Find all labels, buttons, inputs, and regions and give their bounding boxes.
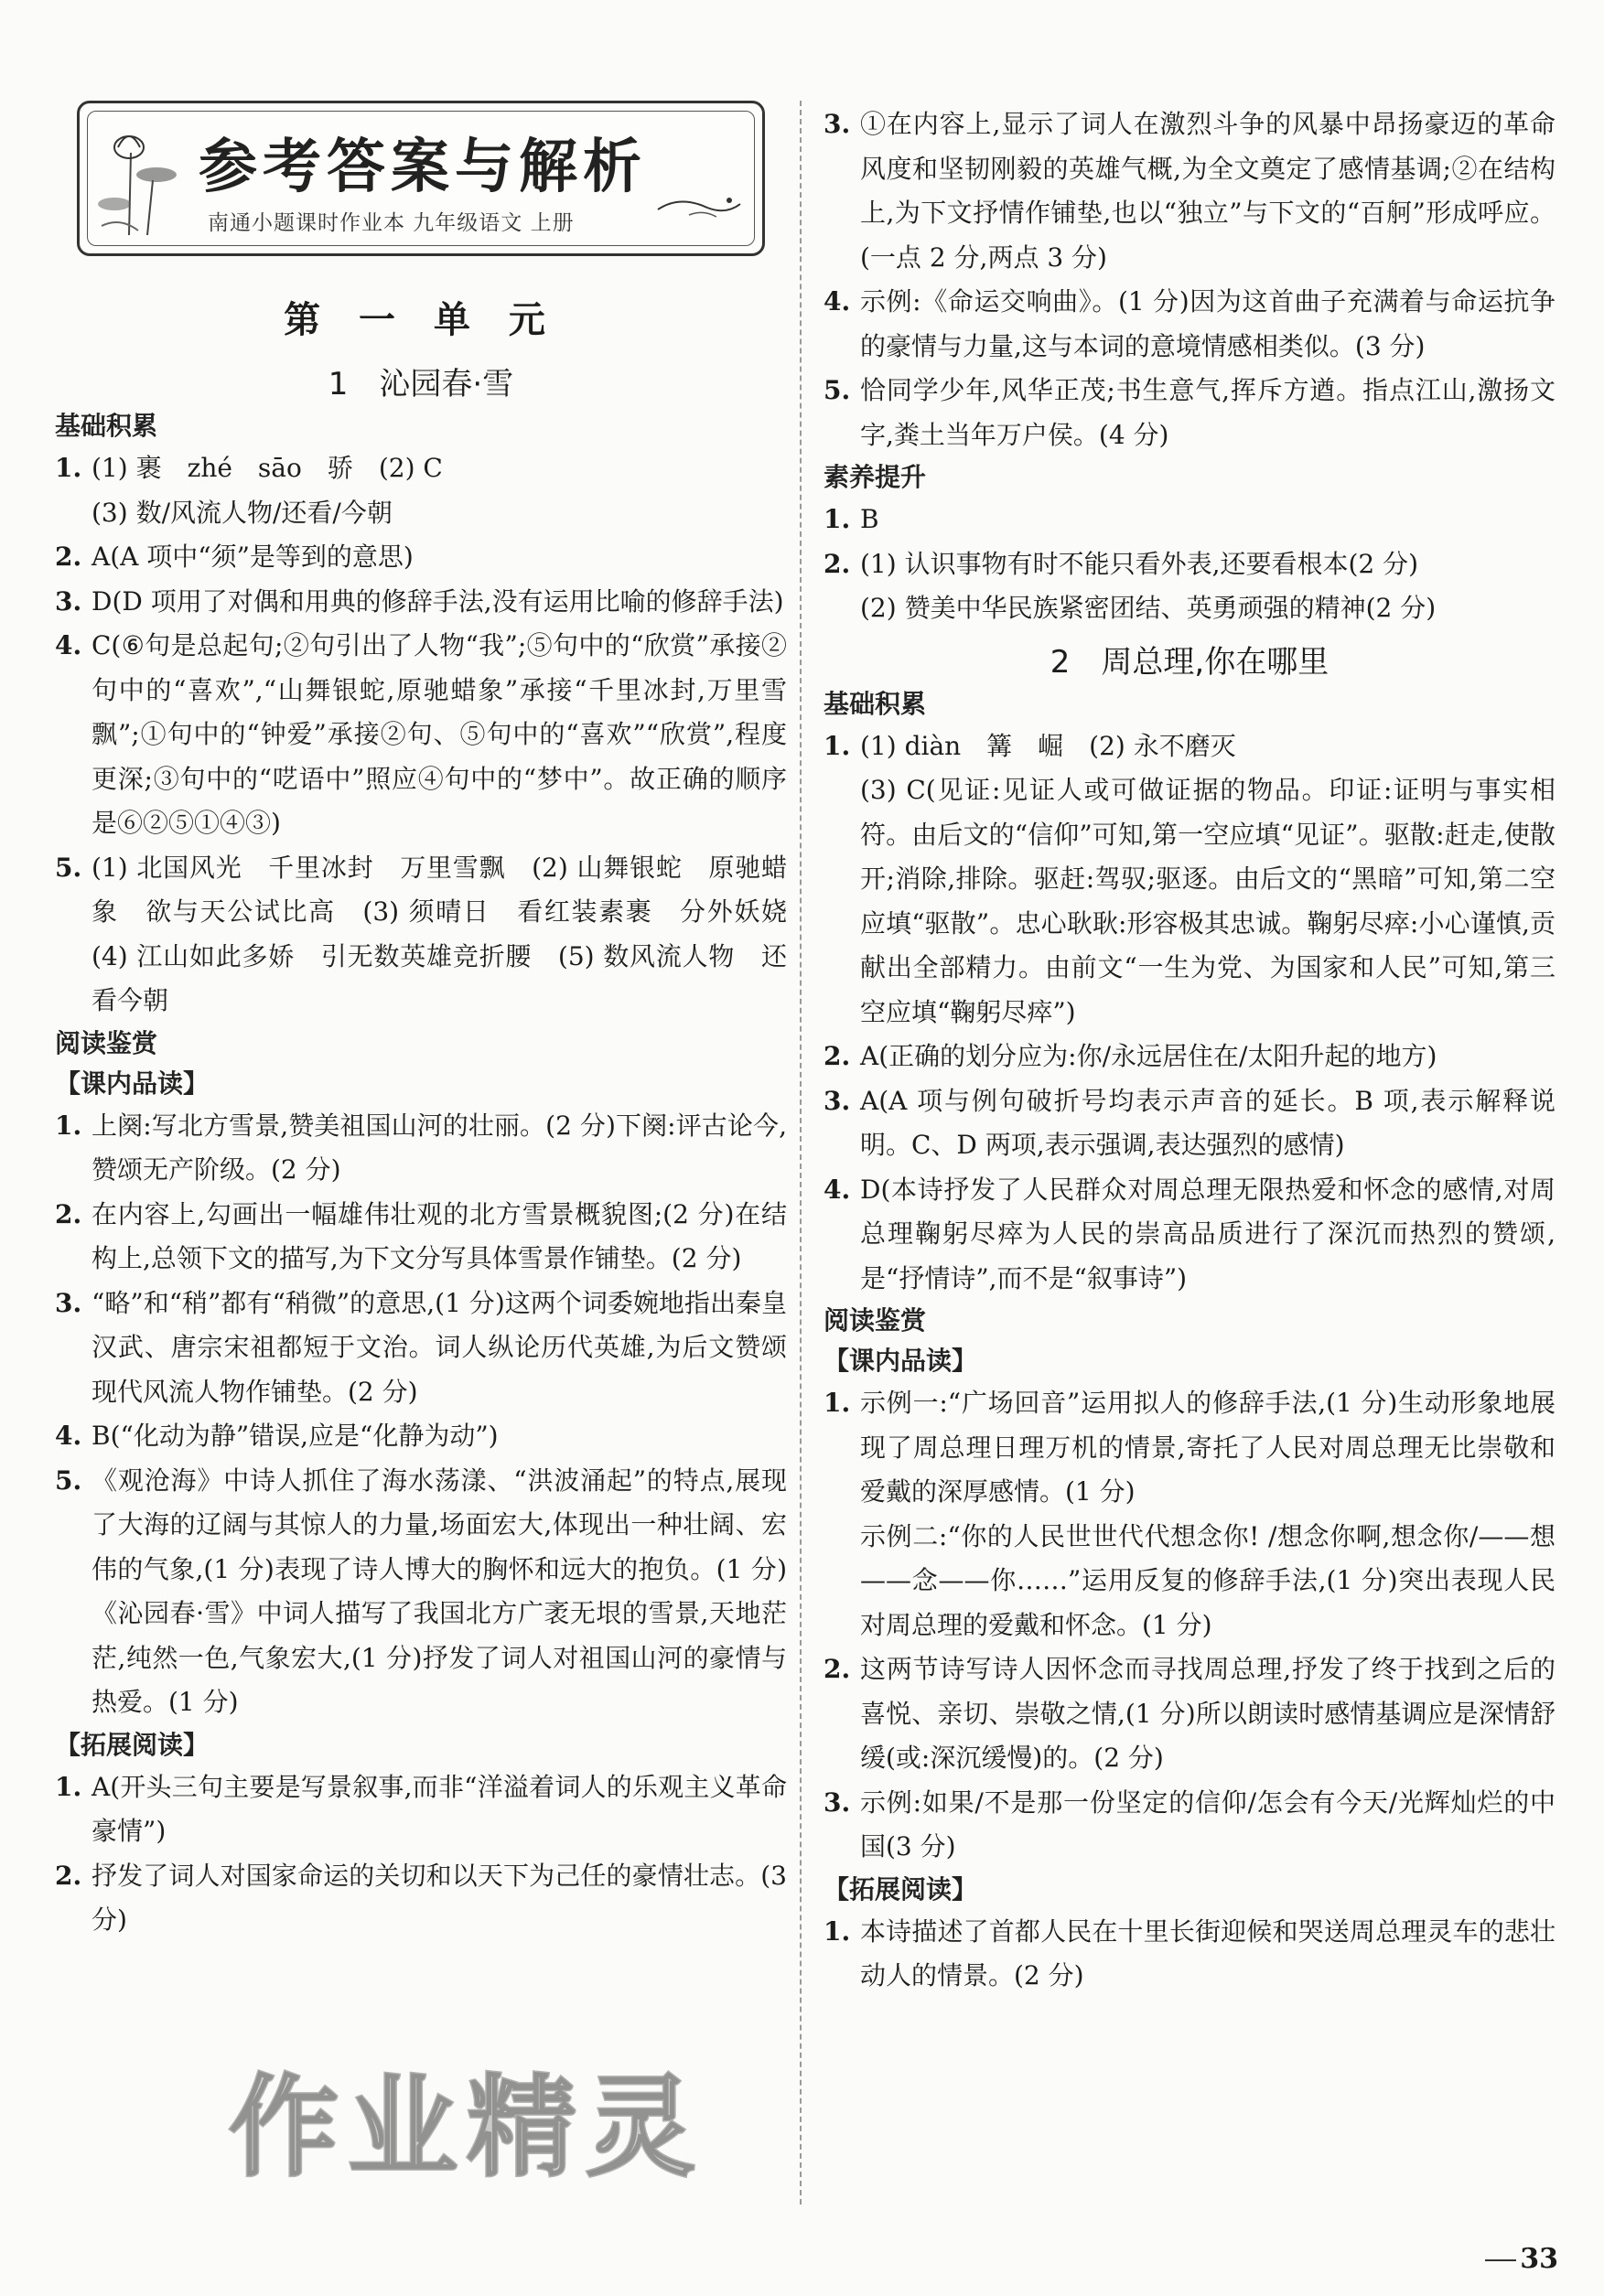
answer-item [55,580,787,625]
answer-item [55,1854,787,1943]
unit-title: 第 一 单 元 [284,299,558,341]
answer-text: (1) 认识事物有时不能只看外表,还要看根本(2 分) [860,548,1419,579]
lesson2-kenei-list [824,1381,1556,1870]
answer-number: 1. [55,453,82,483]
answer-item [824,1035,1556,1079]
answer-number: 3. [55,585,82,617]
answer-item [824,1079,1556,1168]
lesson-title-1: 1 沁园春·雪 [328,366,514,402]
answer-item [55,846,813,1024]
answer-text: B(“化动为静”错误,应是“化静为动”) [92,1421,499,1451]
answer-text: A(A 项中“须”是等到的意思) [92,542,414,572]
answer-number: 2. [55,1198,82,1229]
answer-text: (1) 北国风光 千里冰封 万里雪飘 (2) 山舞银蛇 原驰蜡象 欲与天公试比高 (3) 须晴日 看红装素裹 分外妖娆 (4) 江山如此多娇 引无数英雄竞折腰 (5) 数风流人物 还看今朝 [92,852,813,1015]
answer-item [55,624,787,846]
answer-item [55,446,787,535]
answer-text: “略”和“稍”都有“稍微”的意思,(1 分)这两个词委婉地指出秦皇汉武、唐宗宋祖都短于文治。词人纵论历代英雄,为后文赞颂现代风流人物作铺垫。(2 分) [92,1287,787,1407]
answer-text: (1) diàn 篝 崛 (2) 永不磨灭 [860,730,1236,761]
answer-item [824,280,1556,369]
answer-text: (3) 数/风流人物/还看/今朝 [92,497,393,528]
answer-number: 2. [824,1041,851,1071]
answer-item [824,1168,1556,1302]
answer-text: A(正确的划分应为:你/永远居住在/太阳升起的地方) [860,1041,1437,1071]
answer-item [824,542,1556,631]
lesson2-jichu-list [824,724,1556,1302]
answer-item [824,102,1556,280]
answer-item [55,1104,787,1193]
answer-text: B [860,504,879,534]
section-heading-jichu-2: 基础积累 [824,688,927,719]
right-column [824,102,1556,1999]
answer-text: (3) C(见证:见证人或可做证据的物品。印证:证明与事实相符。由后文的“信仰”可知,第一空应填“见证”。驱散:赶走,使散开;消除,排除。驱赶:驾驭;驱逐。由后文的“黑暗”可知,第二空应填“驱散”。忠心耿耿:形容极其忠诚。鞠躬尽瘁:小心谨慎,贡献出全部精力。由前文“一生为党、为国家和人民”可知,第三空应填“鞠躬尽瘁”) [860,775,1556,1027]
answer-number: 3. [824,109,851,139]
lesson1-jichu-list [55,446,813,1024]
answer-item [824,1381,1556,1647]
answer-number: 2. [824,548,851,579]
answer-number: 1. [824,504,851,534]
left-column [55,101,813,1943]
lesson1-suyang-list [824,498,1556,631]
answer-text: ①在内容上,显示了词人在激烈斗争的风暴中昂扬豪迈的革命风度和坚韧刚毅的英雄气概,为全文奠定了感情基调;②在结构上,为下文抒情作铺垫,也以“独立”与下文的“百舸”形成呼应。(一点 2 分,两点 3 分) [860,109,1556,273]
answer-item [55,1282,787,1415]
section-heading-suyang: 素养提升 [824,462,927,492]
answer-number: 3. [55,1287,82,1318]
answer-number: 5. [55,1465,82,1496]
answer-number: 4. [55,630,82,660]
answer-number: 1. [824,730,851,761]
page-number-dash [1485,2259,1516,2261]
lesson2-tuozhan-list [824,1910,1556,1999]
answer-number: 2. [55,1860,82,1891]
answer-number: 5. [55,852,82,883]
section-heading-jichu: 基础积累 [55,411,158,441]
lesson1-tuozhan-list-left [55,1765,787,1943]
answer-text: 抒发了词人对国家命运的关切和以天下为己任的豪情壮志。(3 分) [92,1860,787,1935]
answer-number: 2. [55,542,82,572]
section-heading-yuedu: 阅读鉴赏 [55,1027,158,1058]
answer-number: 3. [824,1085,851,1116]
answer-number: 1. [55,1771,82,1802]
watermark-text: 作业精灵 [229,2065,705,2192]
answer-number: 3. [824,1786,851,1818]
answer-text: 在内容上,勾画出一幅雄伟壮观的北方雪景概貌图;(2 分)在结构上,总领下文的描写,为下文分写具体雪景作铺垫。(2 分) [92,1198,787,1273]
answer-text: 示例:如果/不是那一份坚定的信仰/怎会有今天/光辉灿烂的中国(3 分) [860,1786,1556,1861]
lotus-decoration-icon [92,116,193,241]
answer-item [824,724,1556,1035]
answer-text: A(开头三句主要是写景叙事,而非“洋溢着词人的乐观主义革命豪情”) [92,1771,787,1846]
lesson-title-2: 2 周总理,你在哪里 [1050,643,1329,681]
answer-number: 1. [824,1915,851,1947]
answer-number: 4. [824,286,851,317]
answer-number: 4. [55,1421,82,1451]
subheading-tuozhan-2: 【拓展阅读】 [824,1873,978,1904]
answer-item [824,1910,1556,1999]
answer-item [824,1647,1556,1781]
answer-text: 示例一:“广场回音”运用拟人的修辞手法,(1 分)生动形象地展现了周总理日理万机的情景,寄托了人民对周总理无比崇敬和爱戴的深厚感情。(1 分) [860,1388,1556,1507]
page-number: 33 [1520,2243,1558,2275]
answer-text: 本诗描述了首都人民在十里长街迎候和哭送周总理灵车的悲壮动人的情景。(2 分) [860,1915,1556,1990]
answer-item [824,369,1556,457]
answer-text: 示例二:“你的人民世世代代想念你! /想念你啊,想念你/——想——念——你……”运用反复的修辞手法,(1 分)突出表现人民对周总理的爱戴和怀念。(1 分) [860,1520,1556,1640]
answer-text: 恰同学少年,风华正茂;书生意气,挥斥方遒。指点江山,激扬文字,粪土当年万户侯。(4 分) [860,375,1556,450]
answer-text: 上阕:写北方雪景,赞美祖国山河的壮丽。(2 分)下阕:评古论今,赞颂无产阶级。(2 分) [92,1110,787,1185]
answer-text: 这两节诗写诗人因怀念而寻找周总理,抒发了终于找到之后的喜悦、亲切、崇敬之情,(1 分)所以朗读时感情基调应是深情舒缓(或:深沉缓慢)的。(2 分) [860,1654,1556,1773]
answer-item [55,1414,787,1459]
fish-decoration-icon [652,191,744,222]
answer-text: A(A 项与例句破折号均表示声音的延长。B 项,表示解释说明。C、D 两项,表示强调,表达强烈的感情) [860,1085,1556,1160]
answer-text: (1) 裹 zhé sāo 骄 (2) C [92,453,443,483]
answer-text: 《观沧海》中诗人抓住了海水荡漾、“洪波涌起”的特点,展现了大海的辽阔与其惊人的力量,场面宏大,体现出一种壮阔、宏伟的气象,(1 分)表现了诗人博大的胸怀和远大的抱负。(1 分)《沁园春·雪》中词人描写了我国北方广袤无垠的雪景,天地茫茫,纯然一色,气象宏大,(1 分)抒发了词人对祖国山河的豪情与热爱。(1 分) [92,1465,787,1717]
answer-text: D(本诗抒发了人民群众对周总理无限热爱和怀念的感情,对周总理鞠躬尽瘁为人民的崇高品质进行了深沉而热烈的赞颂,是“抒情诗”,而不是“叙事诗”) [860,1174,1556,1293]
subheading-kenei: 【课内品读】 [55,1068,210,1099]
column-divider [800,101,802,2205]
answer-item [55,1459,787,1725]
answer-text: (2) 赞美中华民族紧密团结、英勇顽强的精神(2 分) [860,593,1437,623]
answer-number: 4. [824,1174,851,1205]
answer-item [824,1781,1556,1870]
answer-text: C(⑥句是总起句;②句引出了人物“我”;⑤句中的“欣赏”承接②句中的“喜欢”,“山舞银蛇,原驰蜡象”承接“千里冰封,万里雪飘”;①句中的“钟爱”承接②句、⑤句中的“喜欢”“欣赏”,程度更深;③句中的“呓语中”照应④句中的“梦中”。故正确的顺序是⑥②⑤①④③) [92,630,787,838]
section-heading-yuedu-2: 阅读鉴赏 [824,1305,927,1336]
answer-number: 5. [824,375,851,405]
lesson1-tuozhan-list-right [824,102,1556,457]
answer-item [55,1765,787,1854]
answer-text: D(D 项用了对偶和用典的修辞手法,没有运用比喻的修辞手法) [92,585,784,617]
answer-number: 2. [824,1654,851,1684]
book-subtitle: 南通小题课时作业本 九年级语文 上册 [208,211,575,235]
answer-number: 1. [55,1110,82,1141]
answer-item [824,498,1556,542]
answer-number: 1. [824,1388,851,1418]
header-banner [77,101,765,256]
lesson1-kenei-list [55,1104,787,1725]
subheading-kenei-2: 【课内品读】 [824,1346,978,1376]
answer-item [55,535,787,580]
subheading-tuozhan: 【拓展阅读】 [55,1729,210,1760]
answer-item [55,1193,787,1282]
answer-text: 示例:《命运交响曲》。(1 分)因为这首曲子充满着与命运抗争的豪情与力量,这与本词的意境情感相类似。(3 分) [860,286,1556,361]
page-title: 参考答案与解析 [199,134,647,201]
